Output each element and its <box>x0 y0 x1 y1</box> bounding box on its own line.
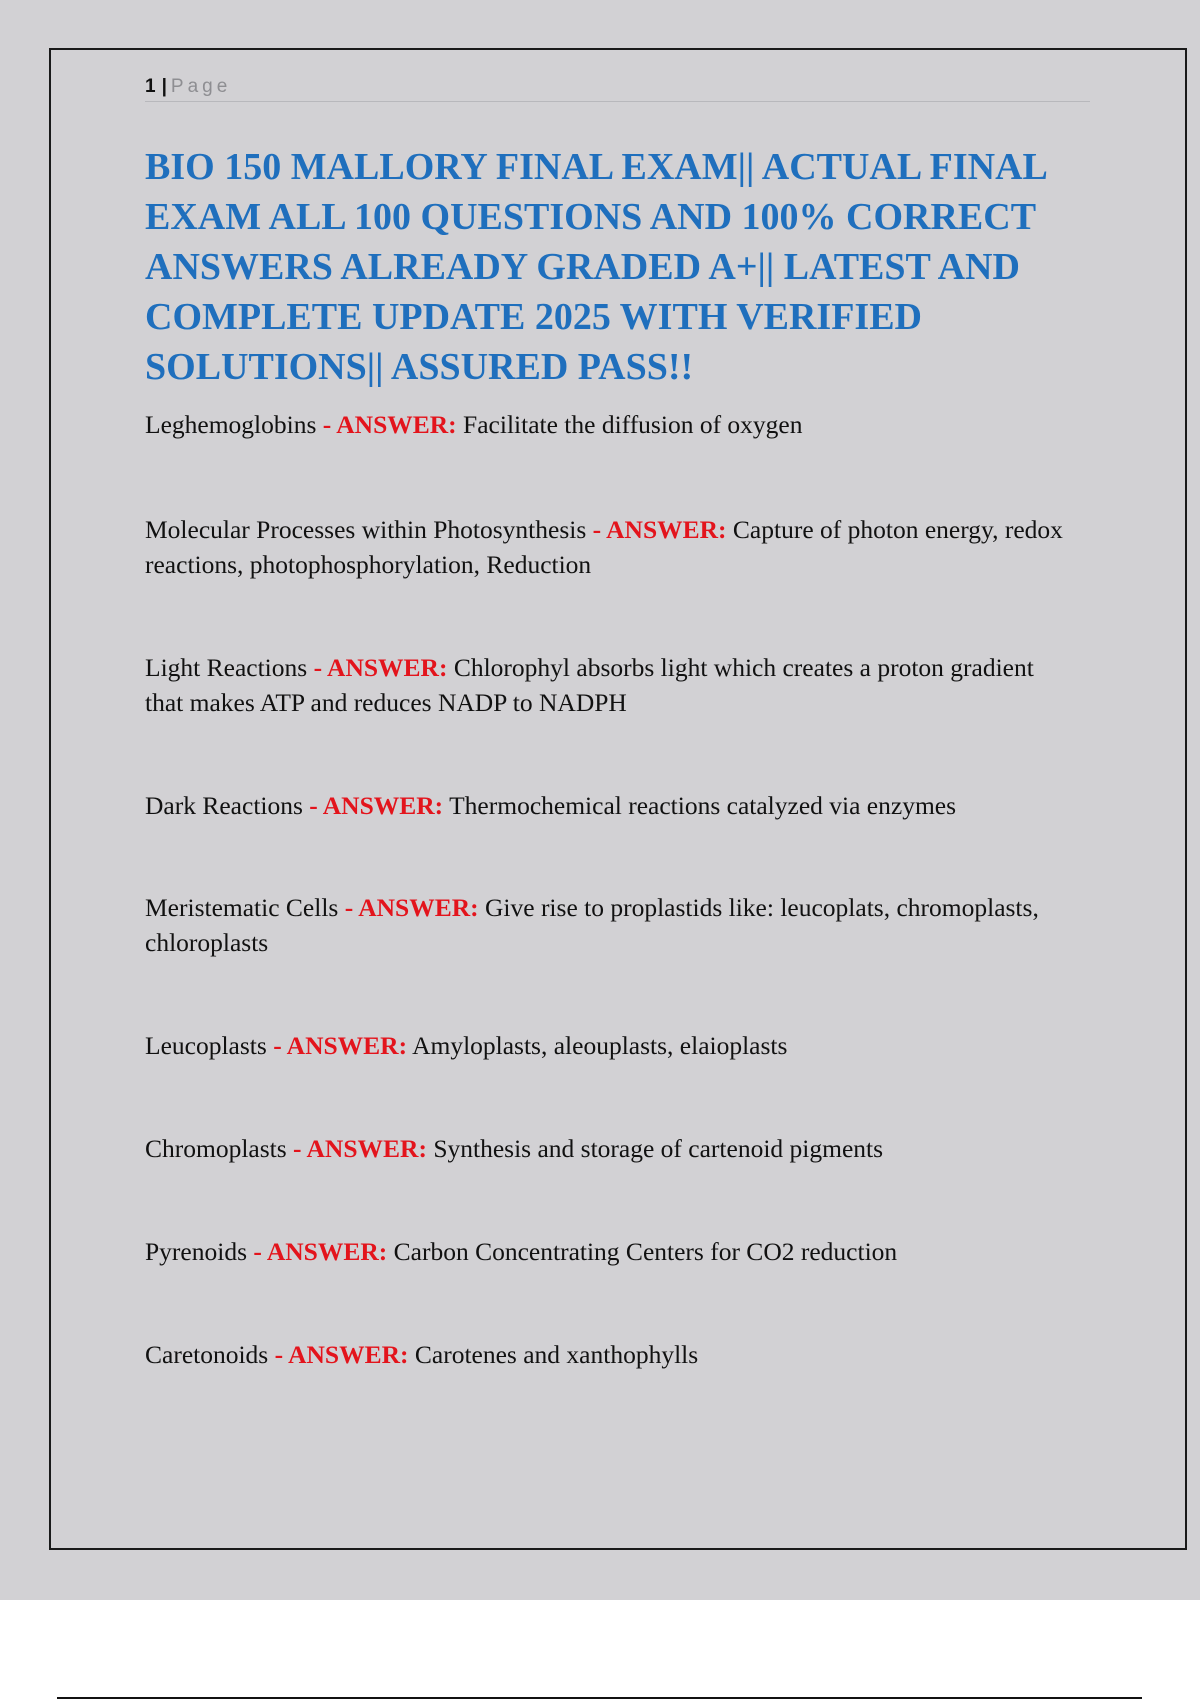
answer-label: ANSWER: <box>606 515 727 544</box>
qa-answer: Facilitate the diffusion of oxygen <box>463 410 803 439</box>
qa-term: Light Reactions <box>145 653 308 682</box>
qa-answer: Carbon Concentrating Centers for CO2 reduction <box>393 1237 898 1266</box>
page-label: Page <box>170 76 232 97</box>
qa-answer: Amyloplasts, aleouplasts, elaioplasts <box>412 1031 788 1060</box>
qa-answer: Give rise to proplastids like: leucoplats, chromoplasts, chloroplasts <box>145 893 1039 957</box>
answer-label: ANSWER: <box>266 1237 388 1266</box>
qa-term: Dark Reactions <box>145 791 303 820</box>
answer-label: ANSWER: <box>336 410 457 439</box>
qa-item <box>145 1131 1075 1166</box>
page-number: 1 <box>145 76 156 97</box>
document-title: BIO 150 MALLORY FINAL EXAM|| ACTUAL FINAL EXAM ALL 100 QUESTIONS AND 100% CORRECT ANSWERS ALREADY GRADED A+|| LATEST AND COMPLETE UPDATE 2025 WITH VERIFIED SOLUTIONS|| ASSURED PASS!! <box>145 146 1046 388</box>
answer-label: ANSWER: <box>306 1134 427 1163</box>
answer-label: ANSWER: <box>358 893 479 922</box>
qa-separator: - <box>307 653 328 682</box>
qa-answer: Thermochemical reactions catalyzed via enzymes <box>449 791 957 820</box>
qa-separator: - <box>286 1134 307 1163</box>
qa-item <box>145 1337 1075 1372</box>
page-header <box>145 72 1090 102</box>
qa-term: Pyrenoids <box>145 1237 247 1266</box>
qa-separator: - <box>316 410 337 439</box>
qa-term: Leghemoglobins <box>145 410 317 439</box>
qa-answer: Capture of photon energy, redox reactions, photophosphorylation, Reduction <box>145 515 1063 579</box>
qa-separator: - <box>338 893 359 922</box>
qa-term: Leucoplasts <box>145 1031 267 1060</box>
qa-item <box>145 512 1075 582</box>
qa-separator: - <box>247 1237 267 1266</box>
answer-label: ANSWER: <box>288 1340 409 1369</box>
qa-item <box>145 890 1075 960</box>
page-separator: | <box>161 76 167 97</box>
qa-item <box>145 650 1075 720</box>
qa-separator: - <box>266 1031 287 1060</box>
qa-term: Chromoplasts <box>145 1134 287 1163</box>
qa-item <box>145 788 1075 823</box>
qa-answer: Carotenes and xanthophylls <box>414 1340 699 1369</box>
answer-label: ANSWER: <box>327 653 448 682</box>
qa-separator: - <box>586 515 607 544</box>
qa-answer: Chlorophyl absorbs light which creates a proton gradient that makes ATP and reduces NADP to NADPH <box>145 653 1034 717</box>
qa-term: Meristematic Cells <box>145 893 339 922</box>
qa-term: Caretonoids <box>145 1340 269 1369</box>
footer-divider <box>57 1697 1142 1699</box>
qa-item <box>145 407 1075 442</box>
answer-label: ANSWER: <box>322 791 444 820</box>
qa-separator: - <box>302 791 323 820</box>
qa-separator: - <box>268 1340 289 1369</box>
qa-term: Molecular Processes within Photosynthesis <box>145 515 587 544</box>
qa-item <box>145 1028 1075 1063</box>
qa-item <box>145 1234 1075 1269</box>
qa-answer: Synthesis and storage of cartenoid pigments <box>433 1134 884 1163</box>
answer-label: ANSWER: <box>286 1031 408 1060</box>
